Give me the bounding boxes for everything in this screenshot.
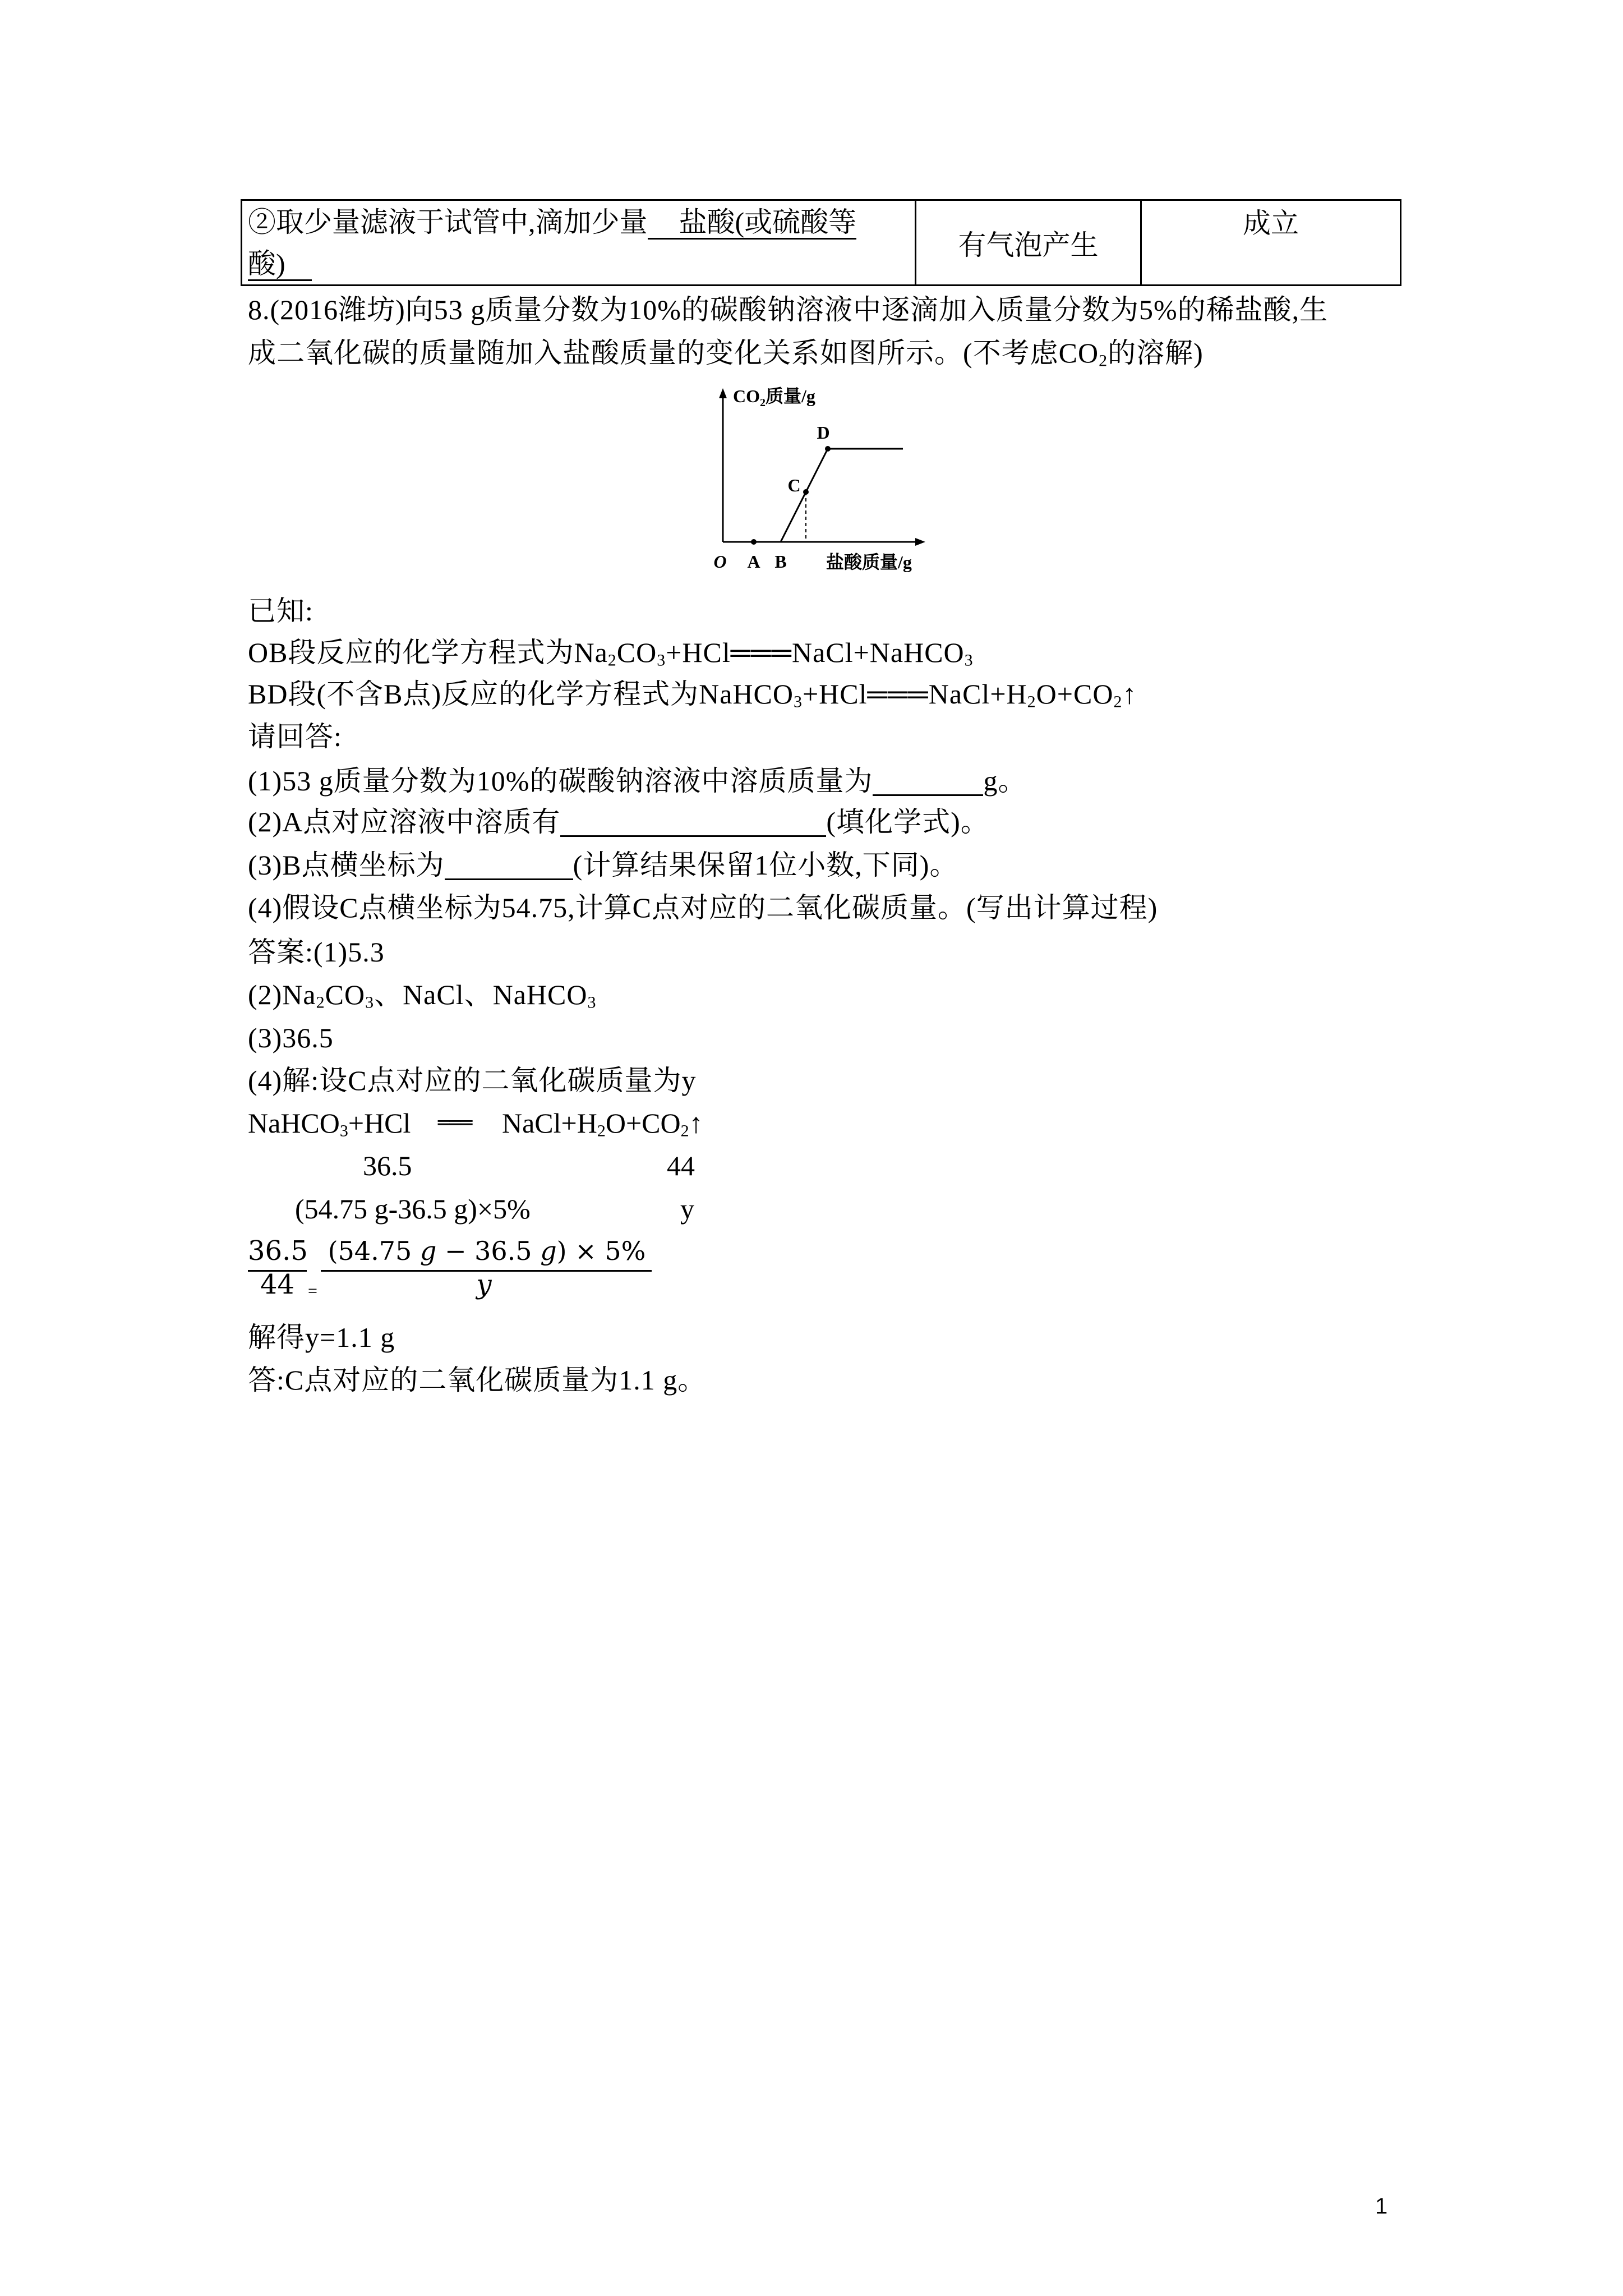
actual-mass-co2: y (680, 1193, 694, 1225)
step-text: ②取少量滤液于试管中,滴加少量 (248, 206, 648, 238)
step-answer-underlined: 盐酸(或硫酸等 (648, 206, 857, 240)
point-a-label: A (747, 551, 760, 572)
relative-mass-co2: 44 (667, 1150, 695, 1181)
sub-question-1-unit: g。 (983, 765, 1027, 797)
point-a-marker (751, 539, 757, 545)
sub-question-2 (248, 800, 989, 843)
text-run: O+CO (605, 1107, 681, 1139)
answer-3: (3)36.5 (248, 1022, 334, 1053)
equals-sign: = (308, 1282, 317, 1300)
sub-question-1 (248, 760, 1026, 802)
x-axis-arrow-icon (915, 538, 925, 546)
point-d-label: D (817, 422, 830, 443)
subscript: 3 (793, 692, 803, 711)
step-answer-underlined-continued: 酸) (248, 248, 312, 281)
answer-blank (873, 768, 983, 796)
sub-question-2-note: (填化学式)。 (826, 806, 989, 838)
subscript: 3 (964, 651, 974, 670)
experiment-table-row (241, 199, 1401, 286)
text-run: 、NaCl、NaHCO (374, 979, 588, 1010)
sub-question-4: (4)假设C点横坐标为54.75,计算C点对应的二氧化碳质量。(写出计算过程) (248, 892, 1158, 923)
phenomenon-text: 有气泡产生 (958, 229, 1099, 261)
sub-question-3 (248, 844, 958, 886)
point-c-label: C (787, 475, 801, 495)
text-run: CO (325, 979, 366, 1010)
text-run: NaCl+H (502, 1107, 597, 1139)
point-b-label: B (774, 551, 787, 572)
point-d-marker (825, 446, 831, 452)
y-axis-label (733, 386, 815, 409)
text-run: (2)Na (248, 979, 316, 1010)
text-run: ↑ (1122, 678, 1137, 710)
y-axis-label-rest: 质量/g (766, 386, 815, 406)
text-run: 成二氧化碳的质量随加入盐酸质量的变化关系如图所示。(不考虑CO (248, 337, 1099, 369)
left-fraction-numerator: 36.5 (248, 1235, 308, 1267)
answer-4-intro: (4)解:设C点对应的二氧化碳质量为y (248, 1065, 697, 1096)
table-cell-step (242, 201, 915, 284)
step-line-1 (248, 201, 915, 243)
left-fraction-denominator: 44 (260, 1269, 295, 1300)
subscript: 3 (365, 993, 375, 1012)
subscript: 2 (607, 651, 617, 670)
page-number: 1 (1375, 2194, 1388, 2219)
sub-question-1-text: (1)53 g质量分数为10%的碳酸钠溶液中溶质质量为 (248, 765, 873, 797)
final-answer: 答:C点对应的二氧化碳质量为1.1 g。 (248, 1364, 707, 1396)
text-run: +HCl═══NaCl+H (802, 678, 1027, 710)
answer-prompt: 请回答: (248, 721, 342, 752)
sub-question-3-text: (3)B点横坐标为 (248, 849, 445, 881)
x-axis-label: 盐酸质量/g (826, 552, 912, 572)
known-heading: 已知: (248, 595, 313, 627)
subscript: 2 (1027, 692, 1036, 711)
subscript: 2 (680, 1121, 689, 1140)
text-run: (54.75 (328, 1236, 420, 1266)
y-axis-label-main: CO (733, 386, 760, 406)
known-equation-bd (248, 673, 1137, 715)
co2-vs-hcl-graph (690, 376, 948, 578)
co2-curve (781, 449, 903, 542)
text-run: NaHCO (248, 1107, 340, 1139)
conclusion-text: 成立 (1243, 208, 1299, 239)
text-run: CO (616, 637, 657, 668)
subscript: 2 (316, 993, 325, 1012)
answer-blank (560, 809, 826, 837)
subscript: 3 (339, 1121, 348, 1140)
answer-blank (445, 852, 573, 880)
y-axis-arrow-icon (719, 388, 727, 398)
sub-question-3-note: (计算结果保留1位小数,下同)。 (573, 849, 958, 881)
text-run: OB段反应的化学方程式为Na (248, 637, 608, 668)
step-line-2 (248, 243, 915, 284)
subscript: 2 (1099, 351, 1108, 370)
text-run: +HCl═══NaCl+NaHCO (666, 637, 965, 668)
math-variable: g (419, 1236, 437, 1266)
text-run: BD段(不含B点)反应的化学方程式为NaHCO (248, 678, 794, 710)
y-axis-label-subscript: 2 (760, 397, 766, 409)
point-c-marker (803, 489, 809, 495)
answer-2 (248, 973, 597, 1016)
text-run: ) × 5% (556, 1236, 646, 1266)
subscript: 2 (1113, 692, 1123, 711)
text-run: − 36.5 (436, 1236, 541, 1266)
question-stem-line-1: 8.(2016潍坊)向53 g质量分数为10%的碳酸钠溶液中逐滴加入质量分数为5%的稀盐酸,生 (248, 294, 1329, 325)
origin-label: O (713, 551, 727, 572)
relative-mass-hcl: 36.5 (363, 1150, 412, 1181)
answer-1: 答案:(1)5.3 (248, 936, 385, 968)
known-equation-ob (248, 631, 974, 674)
question-stem-line-2 (248, 332, 1204, 374)
equation-products (502, 1102, 703, 1144)
text-run: O+CO (1036, 678, 1114, 710)
solution-result: 解得y=1.1 g (248, 1322, 395, 1353)
text-run: +HCl (348, 1107, 411, 1139)
sub-question-2-text: (2)A点对应溶液中溶质有 (248, 806, 561, 838)
actual-mass-hcl: (54.75 g-36.5 g)×5% (295, 1193, 531, 1225)
equation-sign: ═══ (438, 1112, 473, 1134)
table-cell-phenomenon (915, 201, 1140, 284)
text-run: 的溶解) (1108, 337, 1204, 369)
table-cell-conclusion (1140, 201, 1400, 284)
subscript: 3 (587, 993, 597, 1012)
math-variable: g (540, 1236, 557, 1266)
right-fraction-denominator: y (476, 1269, 492, 1300)
equation-reactants (248, 1102, 411, 1144)
right-fraction-numerator (319, 1233, 655, 1269)
subscript: 3 (657, 651, 666, 670)
text-run: ↑ (689, 1107, 703, 1139)
subscript: 2 (597, 1121, 606, 1140)
